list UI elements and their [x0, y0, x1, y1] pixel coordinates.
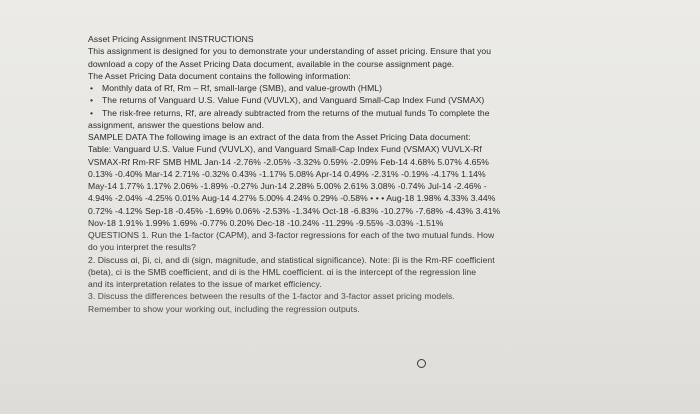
text-line — [88, 205, 668, 217]
text-line — [88, 229, 668, 241]
text-line — [88, 303, 668, 315]
line-text: download a copy of the Asset Pricing Data document, available in the course assignment page. — [88, 58, 455, 69]
bullet-line — [88, 82, 668, 94]
line-text: QUESTIONS 1. Run the 1-factor (CAPM), and 3-factor regressions for each of the two mutual funds. How — [88, 230, 495, 240]
line-text: SAMPLE DATA The following image is an extract of the data from the Asset Pricing Data document: — [88, 132, 471, 142]
line-text: 4.94% -2.04% -4.25% 0.01% Aug-14 4.27% 5.00% 4.24% 0.29% -0.58% • • • Aug-18 1.98% 4.33% 3.44% — [88, 193, 496, 204]
text-line — [88, 192, 668, 204]
line-text: VSMAX-Rf Rm-RF SMB HML Jan-14 -2.76% -2.05% -3.32% 0.59% -2.09% Feb-14 4.68% 5.07% 4.65% — [88, 156, 489, 167]
text-line — [88, 143, 668, 155]
text-line — [88, 217, 668, 229]
bullet-icon: • — [90, 83, 94, 93]
line-text: This assignment is designed for you to demonstrate your understanding of asset pricing. Ensure that you — [88, 46, 492, 57]
line-text: Nov-18 1.91% 1.99% 1.69% -0.77% 0.20% Dec-18 -10.24% -11.29% -9.55% -3.03% -1.51% — [88, 217, 444, 228]
text-line — [88, 241, 668, 253]
bullet-line — [88, 94, 668, 106]
line-text: The Asset Pricing Data document contains the following information: — [88, 70, 351, 81]
text-line — [88, 131, 668, 143]
line-text: May-14 1.77% 1.17% 2.06% -1.89% -0.27% Jun-14 2.28% 5.00% 2.61% 3.08% -0.74% Jul-14 -2.46% - — [88, 181, 487, 191]
line-text: and its interpretation relates to the issue of market efficiency. — [88, 279, 322, 289]
line-text: The returns of Vanguard U.S. Value Fund (VUVLX), and Vanguard Small-Cap Index Fund (VSMAX) — [102, 95, 485, 106]
text-line — [88, 254, 668, 266]
bullet-icon: • — [90, 107, 94, 118]
mouse-cursor-circle — [417, 359, 426, 368]
text-line — [88, 45, 668, 57]
text-line — [88, 119, 668, 131]
line-text: 3. Discuss the differences between the results of the 1-factor and 3-factor asset pricing models. — [88, 291, 455, 302]
line-text: 0.72% -4.12% Sep-18 -0.45% -1.69% 0.06% -2.53% -1.34% Oct-18 -6.83% -10.27% -7.68% -4.43% 3.41% — [88, 205, 501, 216]
text-line — [88, 58, 668, 70]
text-line — [88, 266, 668, 278]
line-text: Remember to show your working out, including the regression outputs. — [88, 303, 360, 314]
line-text: The risk-free returns, Rf, are already subtracted from the returns of the mutual funds To complete the — [102, 107, 490, 118]
text-line — [88, 180, 668, 192]
line-text: 0.13% -0.40% Mar-14 2.71% -0.32% 0.43% -1.17% 5.08% Apr-14 0.49% -2.31% -0.19% -4.17% 1.14% — [88, 168, 486, 179]
line-text: Asset Pricing Assignment INSTRUCTIONS — [88, 34, 254, 44]
text-line — [88, 290, 668, 302]
text-line — [88, 156, 668, 168]
line-text: Monthly data of Rf, Rm – Rf, small-large (SMB), and value-growth (HML) — [102, 83, 383, 93]
line-text: do you interpret the results? — [88, 242, 196, 253]
bullet-line — [88, 107, 668, 119]
text-line — [88, 168, 668, 180]
line-text: Table: Vanguard U.S. Value Fund (VUVLX), and Vanguard Small-Cap Index Fund (VSMAX) VUVLX-Rf — [88, 144, 482, 155]
text-line — [88, 278, 668, 290]
document-text — [88, 33, 668, 315]
line-text: assignment, answer the questions below and. — [88, 119, 265, 130]
text-line — [88, 33, 668, 45]
line-text: (beta), ci is the SMB coefficient, and di is the HML coefficient. αi is the intercept of the regression line — [88, 266, 477, 277]
bullet-icon: • — [90, 95, 94, 106]
text-line — [88, 70, 668, 82]
line-text: 2. Discuss αi, βi, ci, and di (sign, magnitude, and statistical significance). Note: βi is the Rm-RF coefficient — [88, 254, 495, 265]
